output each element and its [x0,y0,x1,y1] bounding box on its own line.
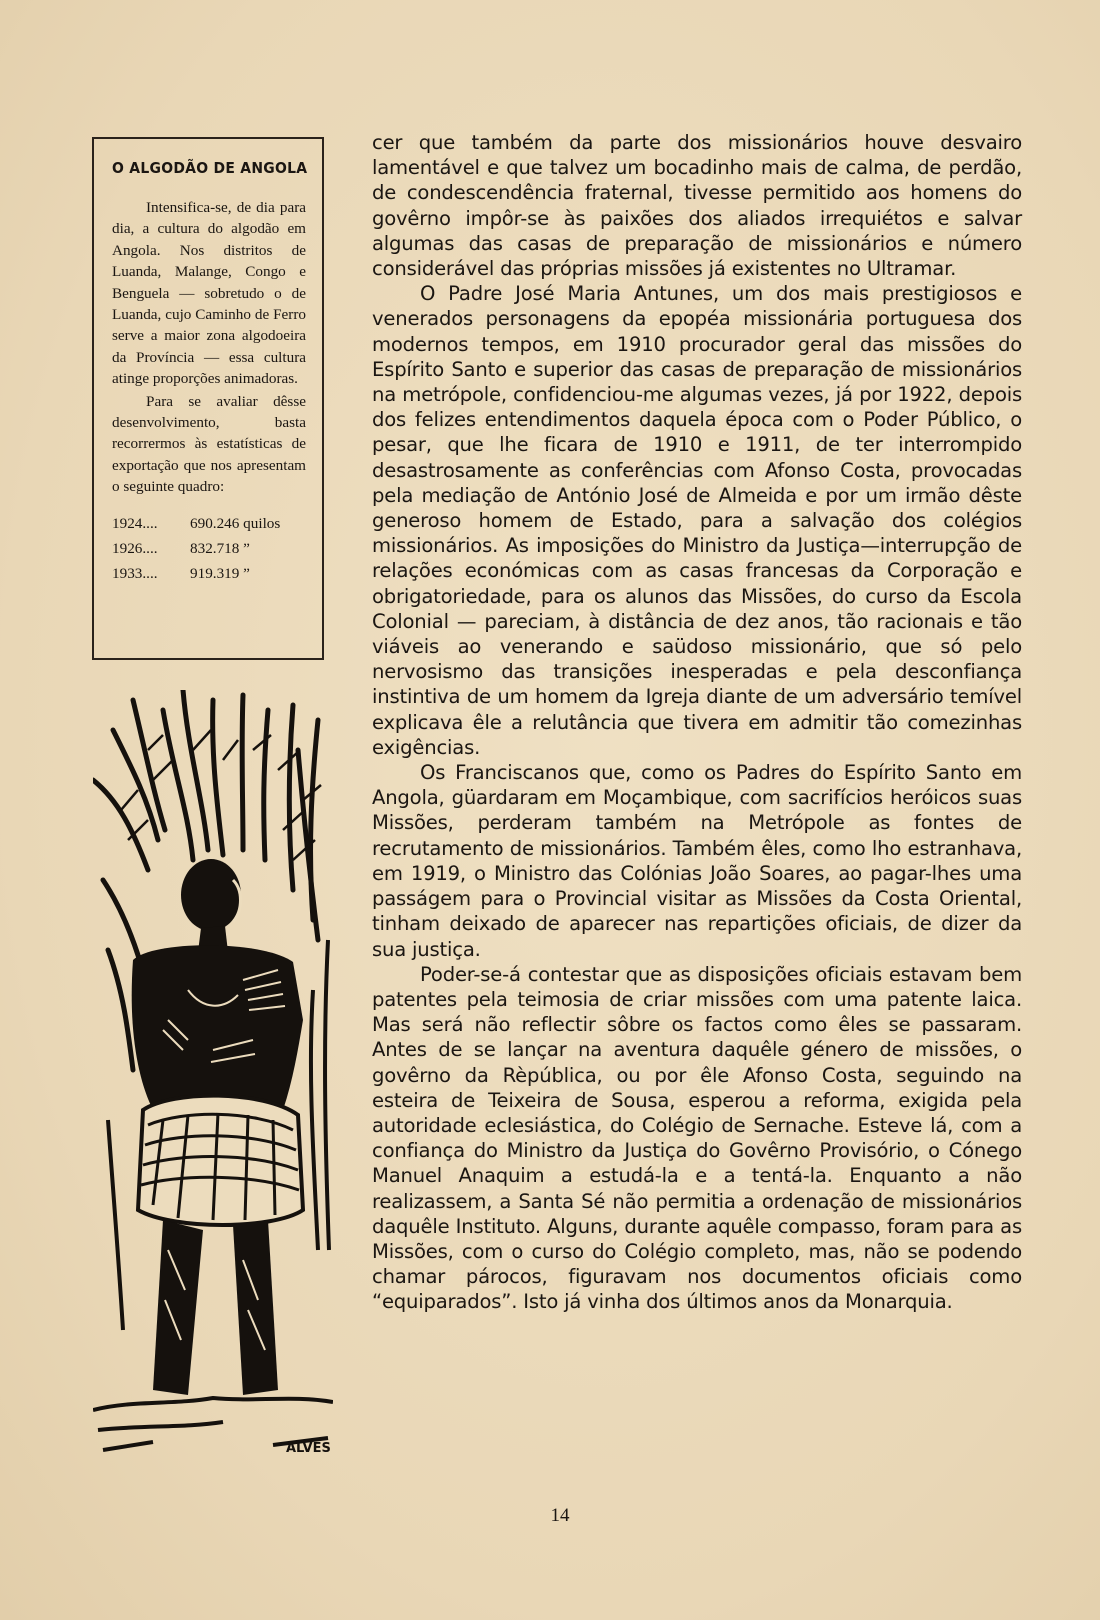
article-paragraph: Poder-se-á contestar que as disposições oficiais estavam bem patentes pela teimosia de criar missões com uma patente laica. Mas será não reflectir sôbre os factos como êles se passaram. Antes de se lançar na aventura daquêle género de missões, o govêrno da Rèpública, ou por êle Afonso Costa, seguindo na esteira de Teixeira de Sousa, esperou a reforma, exigida pela autoridade eclesiástica, do Colégio de Sernache. Esteve lá, com a confiança do Ministro da Justiça do Govêrno Provisório, o Cónego Manuel Anaquim a estudá-la e a tentá-la. Enquanto a não realizassem, a Santa Sé não permitia a ordenação de missionários daquêle Instituto. Alguns, durante aquêle compasso, foram para as Missões, com o curso do Colégio completo, mas, não se podendo chamar párocos, figuravam nos documentos oficiais como “equiparados”. Isto já vinha dos últimos anos da Monarquia. [372,962,1022,1314]
artist-signature: ALVES [286,1441,331,1456]
stats-value: 832.718 ” [190,539,250,557]
stats-row [112,511,306,536]
article-paragraph: O Padre José Maria Antunes, um dos mais prestigiosos e venerados personagens da epopéa missionária portuguesa dos modernos tempos, em 1910 procurador geral das missões do Espírito Santo e superior das casas de preparação de missionários na metrópole, confidenciou-me algumas vezes, já por 1922, depois dos felizes entendimentos daquela época com o Poder Público, o pesar, que lhe ficara de 1910 e 1911, de ter interrompido desastrosamente as conferências com Afonso Costa, provocadas pela mediação de António José de Almeida e por um irmão dêste generoso homem de Estado, para a salvação dos colégios missionários. As imposições do Ministro da Justiça—interrupção de relações económicas com as casas francesas da Corporação e obrigatoriedade, para os alunos das Missões, do curso da Escola Colonial — pareciam, à distância de dez anos, tão racionais e tão viáveis ao venerando e saüdoso missionário, que só pelo nervosismo das transições inesperadas e pela desconfiança instintiva de um homem da Igreja diante de um adversário temível explicava êle a relutância que tivera em admitir tão comezinhas exigências. [372,282,1022,759]
woodcut-illustration [93,690,333,1485]
stats-value: 690.246 quilos [190,514,281,532]
stats-year: 1926.... [112,539,158,557]
sidebar-box [92,137,324,660]
stats-row [112,561,306,586]
stats-year: 1933.... [112,564,158,582]
article-paragraph: Os Franciscanos que, como os Padres do Espírito Santo em Angola, güardaram em Moçambique, com sacrifícios heróicos suas Missões, perderam também na Metrópole as fontes de recrutamento de missionários. Também êles, como lho estranhava, em 1919, o Ministro das Colónias João Soares, ao pagar-lhes uma passágem para o Provincial visitar as Missões da Costa Oriental, tinham deixado de aparecer nas repartições oficiais, de dizer da sua justiça. [372,761,1022,961]
sidebar-paragraph: Para se avaliar dêsse desenvolvimento, basta recorrermos às estatísticas de exportação que nos apresentam o seguinte quadro: [112,392,306,496]
article-body [372,130,1022,1315]
stats-row [112,536,306,561]
article-paragraph: cer que também da parte dos missionários houve desvairo lamentável e que talvez um bocadinho mais de calma, de perdão, de condescendência fraternal, tivesse permitido aos homens do govêrno impôr-se às paixões dos aliados irrequiétos e salvar algumas das casas de preparação de missionários e número considerável das próprias missões já existentes no Ultramar. [372,131,1022,281]
stats-value: 919.319 ” [190,564,250,582]
sidebar-title: O ALGODÃO DE ANGOLA [112,159,308,177]
sidebar-paragraph: Intensifica-se, de dia para dia, a cultura do algodão em Angola. Nos distritos de Luanda, Malange, Congo e Benguela — sobretudo o de Luanda, cujo Caminho de Ferro serve a maior zona algodoeira da Província — essa cultura atinge proporções animadoras. [112,199,306,388]
export-stats [112,511,306,586]
stats-year: 1924.... [112,514,158,532]
page-number: 14 [550,1505,570,1526]
